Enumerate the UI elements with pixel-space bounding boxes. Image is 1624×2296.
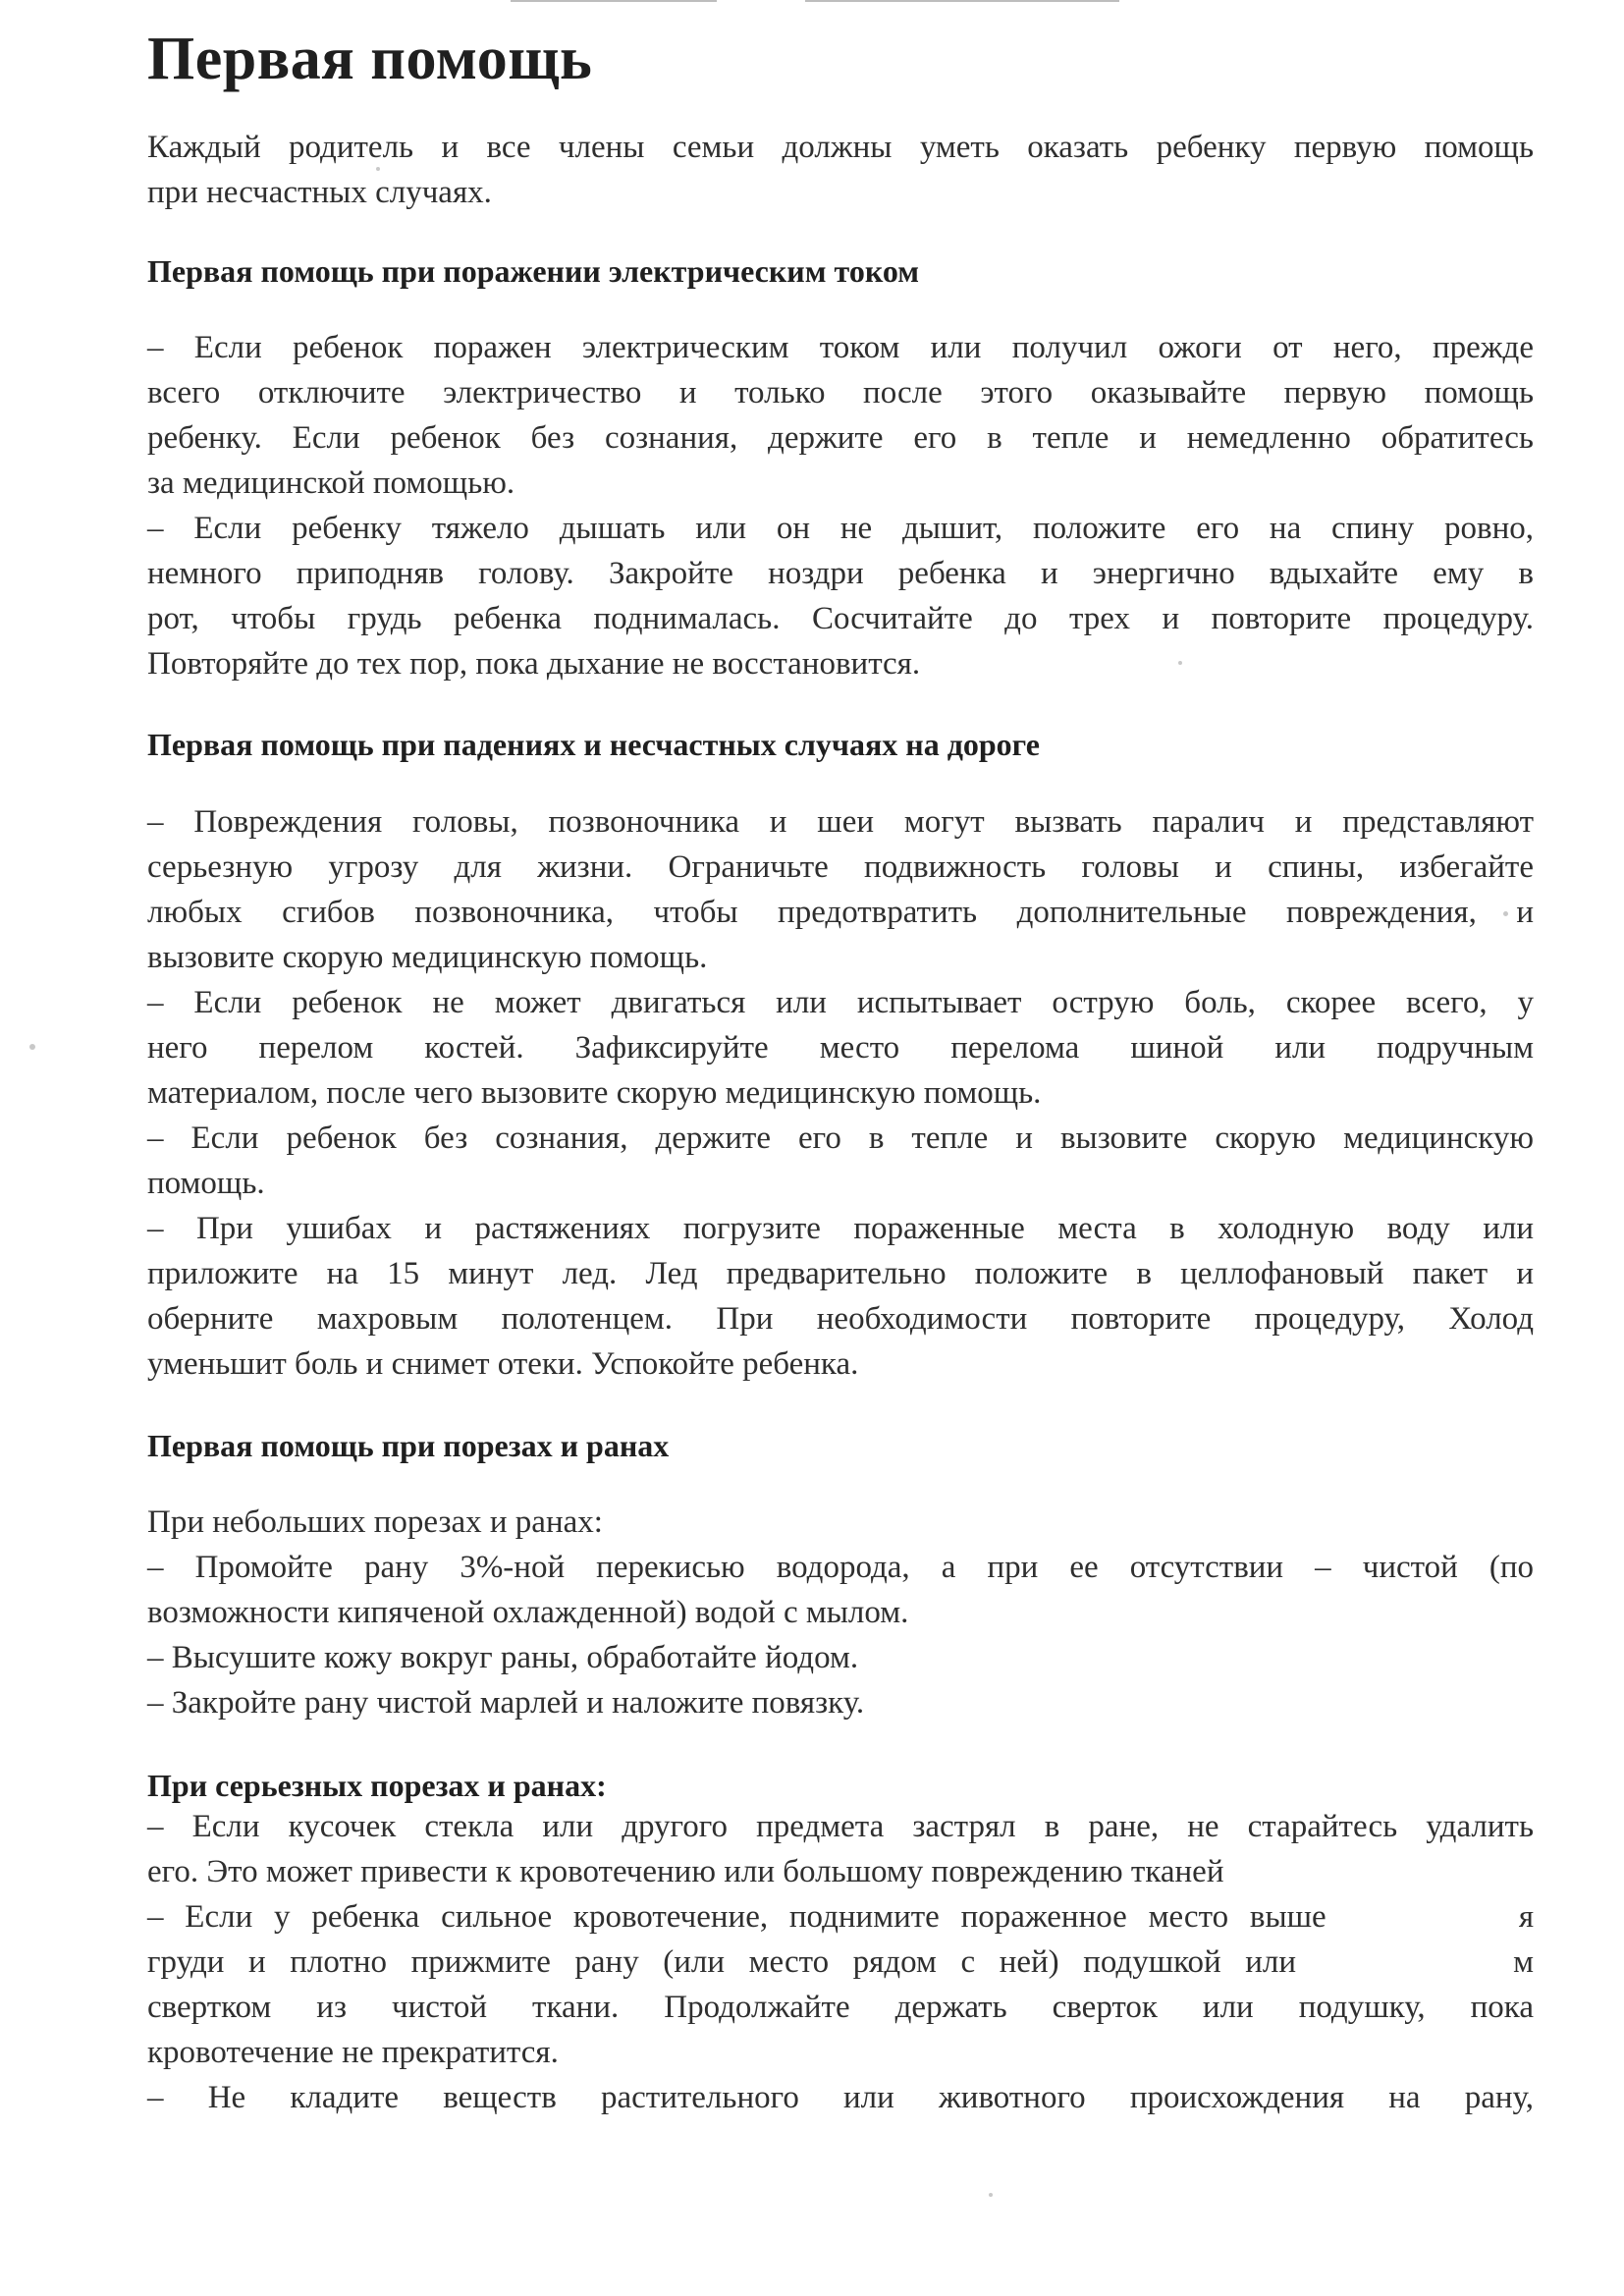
text-line: возможности кипяченой охлажденной) водой с мылом. [147,1595,909,1630]
scan-edge-line [805,0,1119,2]
scan-speck [29,1044,35,1050]
text-line: – Не кладите веществ растительного или животного происхождения на рану, [147,2080,1534,2115]
section-heading-electric: Первая помощь при поражении электрическим током [147,253,920,289]
text-line: ребенку. Если ребенок без сознания, держите его в тепле и немедленно обратитесь [147,420,1534,456]
section-body-serious-cuts [147,1804,1534,2120]
text-line: – Если кусочек стекла или другого предмета застрял в ране, не старайтесь удалить [147,1809,1534,1844]
text-line: – Закройте рану чистой марлей и наложите повязку. [147,1685,865,1721]
section-body-electric [147,325,1534,686]
text-line: Каждый родитель и все члены семьи должны уметь оказать ребенку первую помощь [147,130,1534,165]
text-line: свертком из чистой ткани. Продолжайте держать сверток или подушку, пока [147,1990,1534,2025]
intro-paragraph [147,125,1534,215]
text-line: всего отключите электричество и только после этого оказывайте первую помощь [147,375,1534,410]
text-line: вызовите скорую медицинскую помощь. [147,940,708,975]
text-line: приложите на 15 минут лед. Лед предварительно положите в целлофановый пакет и [147,1256,1534,1291]
section-heading-falls: Первая помощь при падениях и несчастных случаях на дороге [147,727,1040,762]
text-line: него перелом костей. Зафиксируйте место перелома шиной или подручным [147,1030,1534,1066]
text-line: – Если ребенок не может двигаться или испытывает острую боль, скорее всего, у [147,985,1534,1020]
text-line: – Если ребенок без сознания, держите его в тепле и вызовите скорую медицинскую [147,1121,1534,1156]
text-line: за медицинской помощью. [147,465,515,501]
scan-edge-line [511,0,717,2]
text-line: – При ушибах и растяжениях погрузите пораженные места в холодную воду или [147,1211,1534,1246]
section-body-cuts [147,1500,1534,1725]
text-line: – Если ребенку тяжело дышать или он не дышит, положите его на спину ровно, [147,511,1534,546]
text-line: – Промойте рану 3%-ной перекисью водорода, а при ее отсутствии – чистой (по [147,1550,1534,1585]
text-line: любых сгибов позвоночника, чтобы предотвратить дополнительные повреждения, и [147,895,1534,930]
text-line: его. Это может привести к кровотечению или большому повреждению тканей [147,1854,1224,1889]
section-heading-serious-cuts: При серьезных порезах и ранах: [147,1768,607,1803]
text-line: уменьшит боль и снимет отеки. Успокойте ребенка. [147,1346,859,1382]
text-line: груди и плотно прижмите рану (или место рядом с ней) подушкой или м [147,1944,1534,1980]
section-body-falls [147,799,1534,1387]
text-line: При небольших порезах и ранах: [147,1504,603,1540]
text-line: – Если у ребенка сильное кровотечение, поднимите пораженное место выше я [147,1899,1534,1935]
text-line: помощь. [147,1166,265,1201]
text-line: – Высушите кожу вокруг раны, обработайте йодом. [147,1640,859,1675]
text-line: рот, чтобы грудь ребенка поднималась. Сосчитайте до трех и повторите процедуру. [147,601,1534,636]
text-line: при несчастных случаях. [147,175,492,210]
text-line: – Повреждения головы, позвоночника и шеи могут вызвать паралич и представляют [147,804,1534,840]
scan-speck [989,2193,993,2197]
text-line: оберните махровым полотенцем. При необходимости повторите процедуру, Холод [147,1301,1534,1337]
text-line: – Если ребенок поражен электрическим током или получил ожоги от него, прежде [147,330,1534,365]
section-heading-cuts: Первая помощь при порезах и ранах [147,1428,670,1463]
text-line: немного приподняв голову. Закройте ноздри ребенка и энергично вдыхайте ему в [147,556,1534,591]
page-title: Первая помощь [147,26,593,92]
text-line: Повторяйте до тех пор, пока дыхание не восстановится. [147,646,921,682]
text-line: кровотечение не прекратится. [147,2035,559,2070]
text-line: серьезную угрозу для жизни. Ограничьте подвижность головы и спины, избегайте [147,849,1534,885]
text-line: материалом, после чего вызовите скорую медицинскую помощь. [147,1075,1042,1111]
